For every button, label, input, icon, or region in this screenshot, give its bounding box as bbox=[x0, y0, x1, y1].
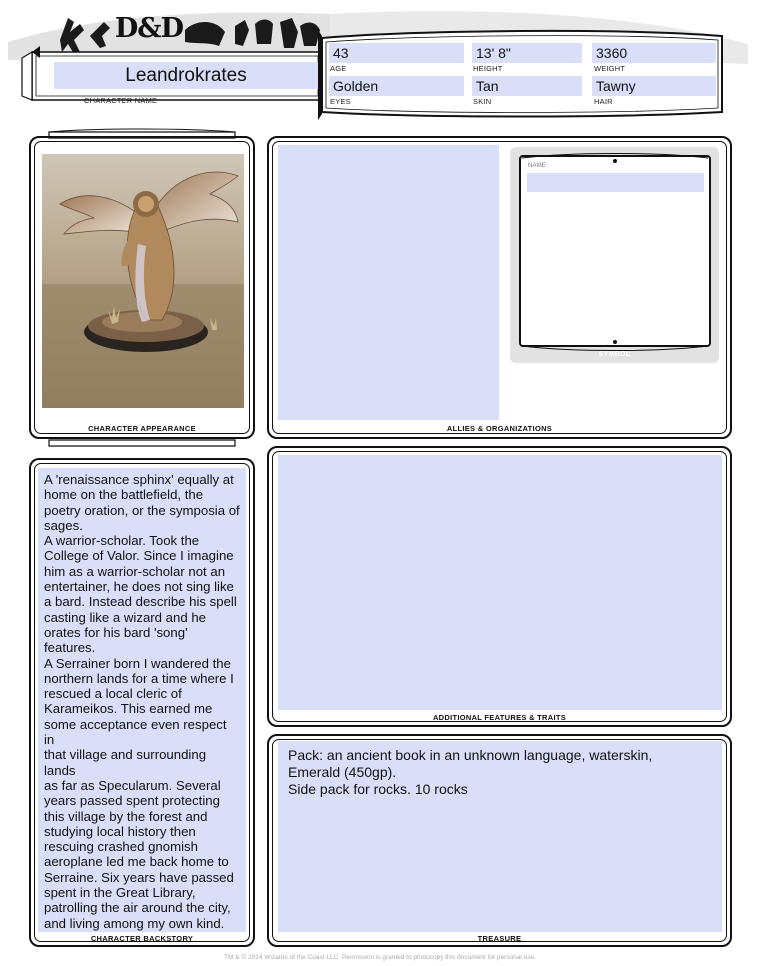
footer-legal: TM & © 2014 Wizards of the Coast LLC. Permission is granted to photocopy this document for personal use. bbox=[224, 954, 536, 961]
character-name-label: CHARACTER NAME bbox=[84, 96, 158, 105]
appearance-title: CHARACTER APPEARANCE bbox=[88, 424, 196, 433]
allies-title: ALLIES & ORGANIZATIONS bbox=[446, 424, 553, 433]
height-label: HEIGHT bbox=[473, 64, 503, 73]
dnd-logo: D&D bbox=[114, 13, 184, 44]
features-title: ADDITIONAL FEATURES & TRAITS bbox=[432, 713, 567, 722]
character-portrait[interactable] bbox=[42, 154, 244, 408]
hair-label: HAIR bbox=[594, 97, 613, 106]
backstory-title: CHARACTER BACKSTORY bbox=[90, 934, 194, 943]
backstory-field[interactable]: A 'renaissance sphinx' equally at home on the battlefield, the poetry oration, or the symposia of sages. A warrior-scholar. Took the College of Valor. Since I imagine him as a warrior-scholar not an entertainer, he does not sing like a bard. Instead describe his spell casting like a wizard and he orates for his bard 'song' features. A Serrainer born I wandered the northern lands for a time where I rescued a local cleric of Karameikos. This earned me some acceptance even respect in that village and surrounding lands as far as Specularum. Several years passed spent protecting this village by the forest and studying local history then rescuing crashed gnomish aeroplane led me back home to Serraine. Six years have passed spent in the Great Library, patrolling the air around the city, and living among my own kind. bbox=[38, 468, 246, 932]
age-label: AGE bbox=[330, 64, 347, 73]
weight-label: WEIGHT bbox=[594, 64, 626, 73]
skin-label: SKIN bbox=[473, 97, 492, 106]
hair-field[interactable]: Tawny bbox=[592, 76, 716, 96]
eyes-label: EYES bbox=[330, 97, 351, 106]
character-name-field[interactable]: Leandrokrates bbox=[54, 62, 318, 89]
treasure-field[interactable]: Pack: an ancient book in an unknown language, waterskin, Emerald (450gp). Side pack for rocks. 10 rocks bbox=[278, 741, 722, 932]
age-field[interactable]: 43 bbox=[329, 43, 464, 63]
eyes-field[interactable]: Golden bbox=[329, 76, 464, 96]
symbol-name-label: NAME bbox=[528, 163, 547, 169]
portrait-image bbox=[42, 154, 244, 408]
height-field[interactable]: 13' 8" bbox=[472, 43, 582, 63]
symbol-name-field[interactable] bbox=[527, 173, 704, 192]
skin-field[interactable]: Tan bbox=[472, 76, 582, 96]
weight-field[interactable]: 3360 bbox=[592, 43, 716, 63]
allies-field[interactable] bbox=[278, 145, 499, 420]
treasure-title: TREASURE bbox=[477, 934, 522, 943]
symbol-label: SYMBOL bbox=[598, 351, 631, 358]
features-field[interactable] bbox=[278, 455, 722, 710]
